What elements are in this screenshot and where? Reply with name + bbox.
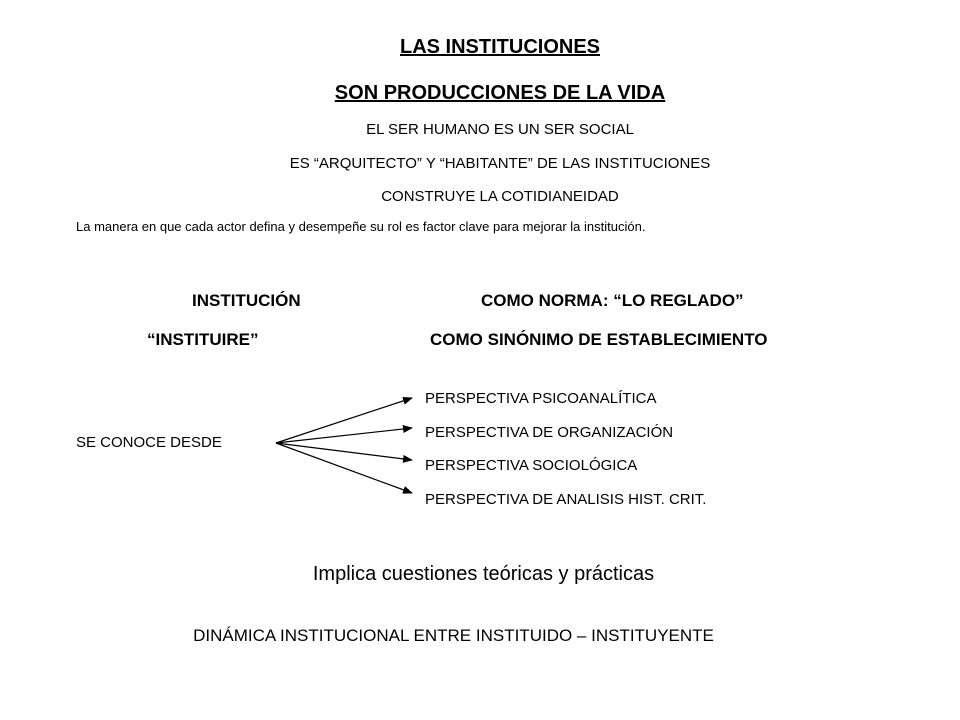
perspectives-source: SE CONOCE DESDE <box>76 434 222 451</box>
statement-1: EL SER HUMANO ES UN SER SOCIAL <box>366 121 634 138</box>
definition-right-1: COMO NORMA: “LO REGLADO” <box>481 291 744 310</box>
arrow-2 <box>276 428 412 443</box>
perspective-item-1: PERSPECTIVA PSICOANALÍTICA <box>425 390 657 407</box>
subtitle: SON PRODUCCIONES DE LA VIDA <box>334 82 666 104</box>
arrow-3 <box>276 443 412 460</box>
perspective-item-2: PERSPECTIVA DE ORGANIZACIÓN <box>425 424 674 441</box>
dinamica-text: DINÁMICA INSTITUCIONAL ENTRE INSTITUIDO – INSTITUYENTE <box>193 626 714 645</box>
statement-2: ES “ARQUITECTO” Y “HABITANTE” DE LAS INSTITUCIONES <box>289 155 711 172</box>
perspective-item-3: PERSPECTIVA SOCIOLÓGICA <box>425 457 638 474</box>
implica-text: Implica cuestiones teóricas y prácticas <box>312 563 655 585</box>
definition-left-1: INSTITUCIÓN <box>192 291 301 310</box>
note-text: La manera en que cada actor defina y desempeñe su rol es factor clave para mejorar la institución. <box>76 219 646 234</box>
definition-left-2: “INSTITUIRE” <box>147 330 259 349</box>
arrow-4 <box>276 443 412 493</box>
title: LAS INSTITUCIONES <box>399 36 600 58</box>
arrow-1 <box>276 398 412 443</box>
statement-3: CONSTRUYE LA COTIDIANEIDAD <box>381 188 619 205</box>
definition-right-2: COMO SINÓNIMO DE ESTABLECIMIENTO <box>430 330 768 349</box>
perspective-item-4: PERSPECTIVA DE ANALISIS HIST. CRIT. <box>425 491 707 508</box>
